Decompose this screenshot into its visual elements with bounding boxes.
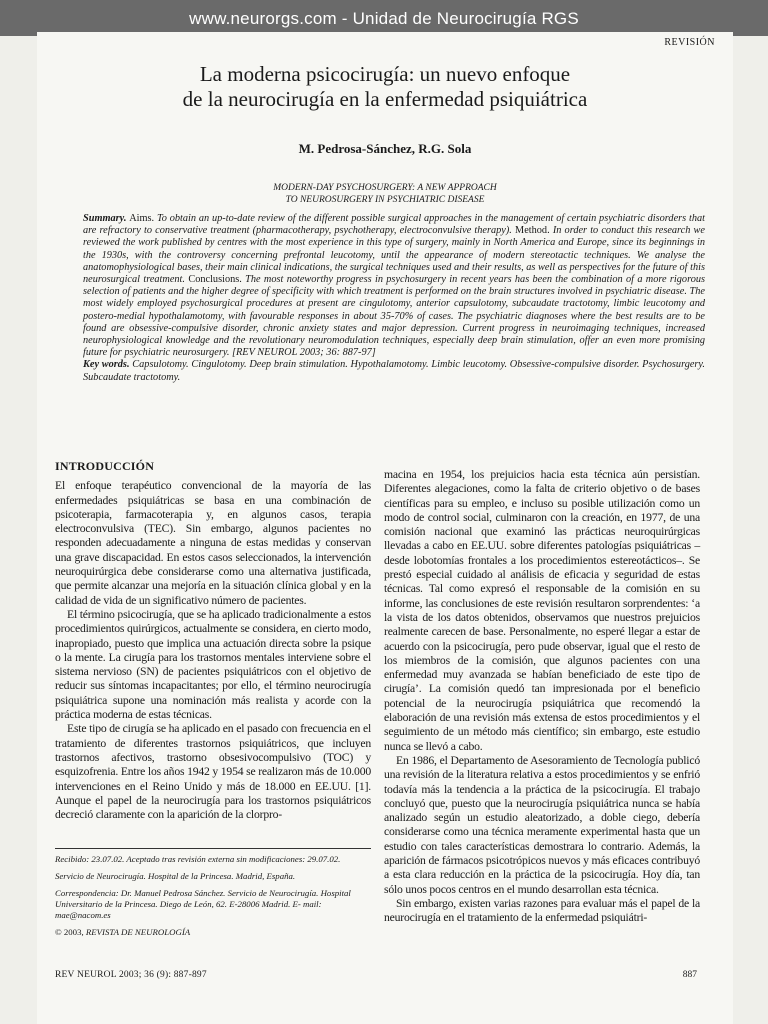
abstract bbox=[83, 213, 705, 384]
english-title-line: TO NEUROSURGERY IN PSYCHIATRIC DISEASE bbox=[285, 195, 485, 205]
summary-label: Summary. bbox=[83, 213, 127, 224]
authors: M. Pedrosa-Sánchez, R.G. Sola bbox=[298, 141, 472, 156]
keywords-text: Capsulotomy. Cingulotomy. Deep brain stimulation. Hypothalamotomy. Limbic leucotomy. Obsessive-compulsive disorder. Psychosurgery. Subcaudate tractotomy. bbox=[83, 359, 705, 383]
copyright-journal: REVISTA DE NEUROLOGÍA bbox=[85, 927, 191, 937]
english-title bbox=[37, 182, 733, 206]
correspondence-note: Correspondencia: Dr. Manuel Pedrosa Sánchez. Servicio de Neurocirugía. Hospital Universitario de la Princesa. Diego de León, 62. E-28006 Madrid. E- mail: mae@nacom.es bbox=[55, 888, 351, 920]
copyright-note bbox=[55, 927, 371, 938]
title-line: La moderna psicocirugía: un nuevo enfoque bbox=[199, 62, 571, 86]
aims-text: To obtain an up-to-date review of the different possible surgical approaches in the management of certain psychiatric disorders that are refractory to conservative treatment (pharmacotherapy, psychotherapy, electroconvulsive therapy). bbox=[83, 213, 706, 237]
body-paragraph: El término psicocirugía, que se ha aplicado tradicionalmente a estos procedimientos quirúrgicos, actualmente se considera, en cierto modo, inapropiado, puesto que implica una actuación directa sobre la psique o la mente. La cirugía para los trastornos mentales interviene sobre el sistema nervioso (SN) de pacientes psiquiátricos con el objetivo de reducir sus síntomas incapacitantes; por ello, el término neurocirugía psiquiátrica supone una nominación más realista y acorde con la práctica moderna de estas técnicas. bbox=[55, 607, 371, 722]
footer-citation: REV NEUROL 2003; 36 (9): 887-897 bbox=[55, 970, 207, 980]
copyright-year: © 2003, bbox=[55, 927, 84, 937]
keywords-label: Key words. bbox=[83, 359, 130, 371]
article-notes bbox=[55, 848, 371, 944]
service-note: Servicio de Neurocirugía. Hospital de la Princesa. Madrid, España. bbox=[55, 871, 296, 881]
method-label: Method. bbox=[515, 225, 550, 237]
keywords bbox=[83, 359, 705, 383]
section-tag: REVISIÓN bbox=[664, 37, 715, 48]
conclusions-text: The most noteworthy progress in psychosurgery in recent years has been the combination of a more rigorous selection of patients and the higher degree of specificity with which treatment is performed on the brain structures involved in psychiatric disease. The most widely employed psychosurgical procedures at present are cingulotomy, anterior capsulotomy, subcaudate tractotomy, limbic leucotomy and postero-medial hypothalamotomy, with favourable responses in about 35-70% of cases. The psychiatric diagnoses where the best results are to be found are obsessive-compulsive disorder, chronic anxiety states and major depression. Current progress in neuroimaging techniques, increased neurophysiological knowledge and the revolutionary neuromodulation techniques, especially deep brain stimulation, offer an even more promising future for psychiatric neurosurgery. [REV NEUROL 2003; 36: 887-97] bbox=[83, 274, 705, 359]
left-column bbox=[55, 459, 371, 822]
body-paragraph: Este tipo de cirugía se ha aplicado en el pasado con frecuencia en el tratamiento de diferentes trastornos psiquiátricos, que incluyen trastornos afectivos, trastorno obsesivocompulsivo (TOC) y esquizofrenia. Entre los años 1942 y 1954 se realizaron más de 10.000 intervenciones en el Reino Unido y más de 18.000 en EE.UU. [1]. Aunque el papel de la neurocirugía para los trastornos psiquiátricos decreció claramente con la aparición de la clorpro- bbox=[55, 722, 371, 822]
method-text: In order to conduct this research we reviewed the work published by centres with the most experience in this type of surgery, mainly in North America and Europe, since its beginnings in the 1930s, with the controversy concerning prefrontal leucotomy, until the appearance of modern stereotactic techniques. We analyse the anatomophysiological bases, their main clinical indications, the surgical techniques used and their results, as well as perspectives for the future of this neurosurgical treatment. bbox=[83, 225, 705, 286]
body-paragraph: El enfoque terapéutico convencional de la mayoría de las enfermedades psiquiátricas se basa en una combinación de psicoterapia, farmacoterapia y, en algunos casos, terapia electroconvulsiva (TEC). Sin embargo, algunos pacientes no responden adecuadamente a ninguna de estas medidas y conservan una grave discapacidad. En estos casos seleccionados, la intervención neuroquirúrgica debe considerarse como una alternativa justificada, que permite alcanzar una mejoría en la situación clínica global y en la calidad de vida de un significativo número de pacientes. bbox=[55, 479, 371, 607]
section-heading: INTRODUCCIÓN bbox=[55, 459, 155, 473]
title-line: de la neurocirugía en la enfermedad psiquiátrica bbox=[182, 87, 588, 111]
page-number: 887 bbox=[682, 970, 697, 980]
aims-label: Aims. bbox=[129, 213, 155, 224]
right-column bbox=[384, 468, 700, 926]
site-banner: www.neurorgs.com - Unidad de Neurocirugía RGS bbox=[0, 0, 768, 36]
article-title bbox=[37, 62, 733, 112]
abstract-body bbox=[83, 213, 705, 359]
conclusions-label: Conclusions. bbox=[188, 274, 242, 286]
english-title-line: MODERN-DAY PSYCHOSURGERY: A NEW APPROACH bbox=[273, 183, 497, 193]
body-paragraph: En 1986, el Departamento de Asesoramiento de Tecnología publicó una revisión de la literatura relativa a estos procedimientos y se enfrió todavía más la tendencia a la práctica de la psicocirugía. El trabajo concluyó que, puesto que la neurocirugía psiquiátrica nunca se había analizado según un estudio aleatorizado, a doble ciego, debería considerarse como una técnica meramente experimental hasta que un estudio con tales características demostrara lo contrario. Además, la aparición de fármacos psicotrópicos nuevos y más eficaces contribuyó a esta clara reducción en la práctica de la psicocirugía. Hoy día, tan sólo unos pocos centros en el mundo desarrollan esta técnica. bbox=[384, 753, 700, 896]
received-note: Recibido: 23.07.02. Aceptado tras revisión externa sin modificaciones: 29.07.02. bbox=[55, 854, 341, 864]
body-paragraph: macina en 1954, los prejuicios hacia esta técnica aún persistían. Diferentes alegaciones, como la falta de criterio objetivo o de bases científicas para su empleo, e incluso su posible utilización como un modo de control social, culminaron con la creación, en 1977, de una comisión nacional que examinó las prácticas neuroquirúrgicas llevadas a cabo en EE.UU. sobre diferentes patologías psiquiátricas –desde lobotomías frontales a los procedimientos estereotácticos–. Se prestó especial cuidado al análisis de eficacia y seguridad de estas técnicas. Tal como expresó el responsable de la comisión en su informe, las conclusiones de este revisión resultaron sorprendentes: ‘a la vista de los datos obtenidos, observamos que nuestros prejuicios realmente carecen de base. Personalmente, no esperé llegar a estar de acuerdo con la psicocirugía, pero pude observar, igual que el resto de los miembros de la comisión, que algunos pacientes con una enfermedad muy avanzada se habían beneficiado de este tipo de cirugía’. La comisión quedó tan impresionada por el beneficio potencial de la neurocirugía psiquiátrica que recomendó la elaboración de una revisión más extensa de estos procedimientos y el seguimiento de un método más científico; sin embargo, este estudio nunca se llevó a cabo. bbox=[384, 468, 700, 753]
journal-page bbox=[37, 32, 733, 1024]
body-paragraph: Sin embargo, existen varias razones para evaluar más el papel de la neurocirugía en el tratamiento de la enfermedad psiquiátri- bbox=[384, 896, 700, 925]
